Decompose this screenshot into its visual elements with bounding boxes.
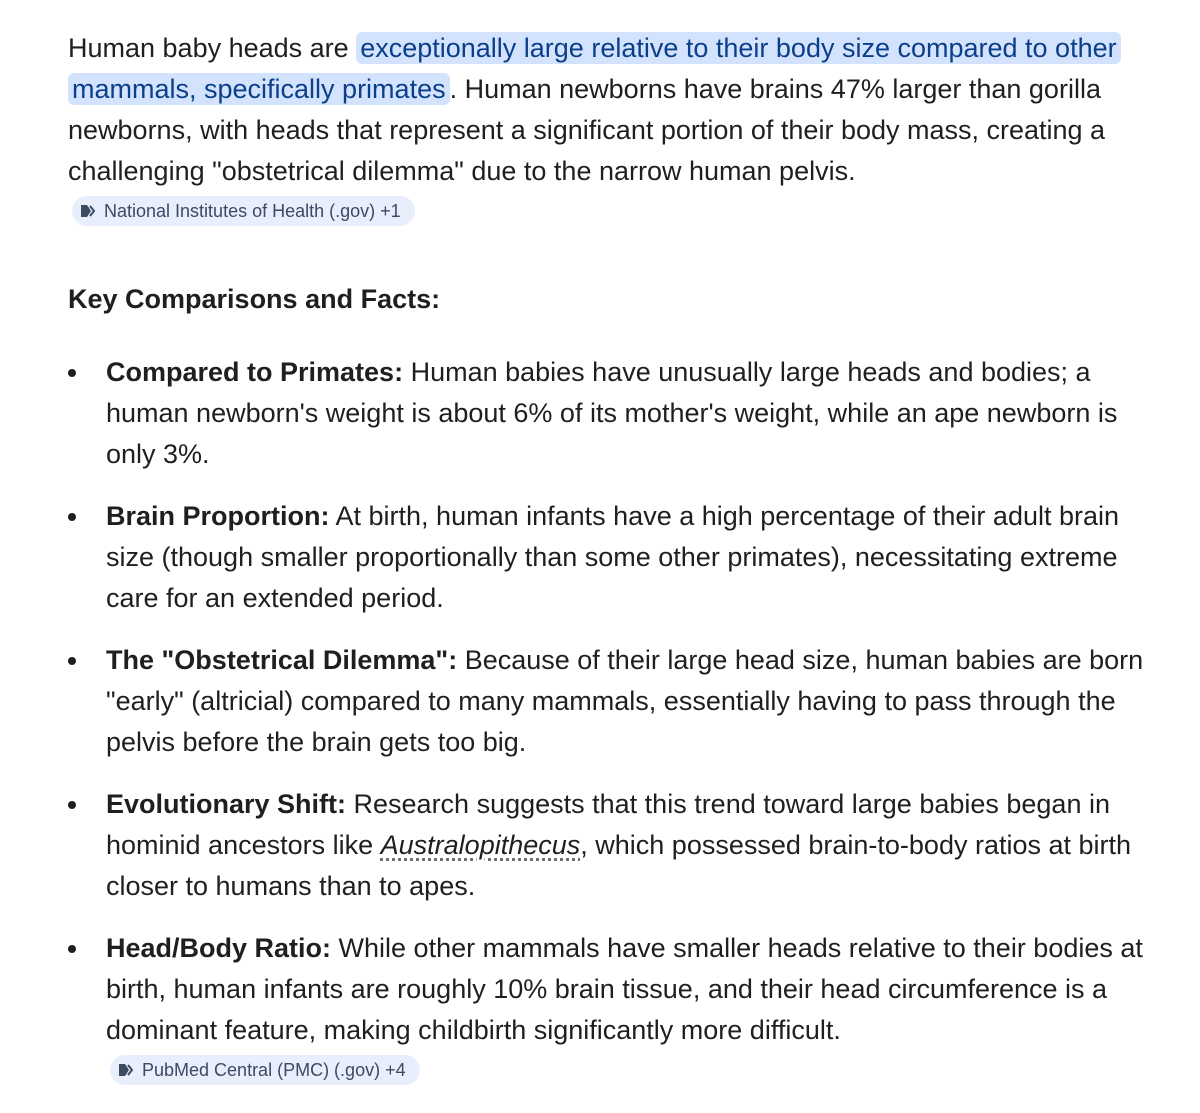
answer-content <box>68 28 1148 1113</box>
fact-text-before: Research suggests that this trend toward large babies began in hominid ancestors like <box>106 789 1110 860</box>
bullet-icon <box>68 513 76 521</box>
fact-term: Evolutionary Shift: <box>106 789 347 819</box>
fact-text: Because of their large head size, human babies are born "early" (altricial) compared to many mammals, essentially having to pass through the pelvis before the brain gets too big. <box>106 645 1144 757</box>
fact-text: Human babies have unusually large heads and bodies; a human newborn's weight is about 6% of its mother's weight, while an ape newborn is only 3%. <box>106 357 1118 469</box>
fact-term: The "Obstetrical Dilemma": <box>106 645 458 675</box>
source-chip-label: National Institutes of Health (.gov) +1 <box>104 201 401 221</box>
fact-term: Brain Proportion: <box>106 501 330 531</box>
intro-rest: . Human newborns have brains 47% larger than gorilla newborns, with heads that represent a significant portion of their body mass, creating a challenging "obstetrical dilemma" due to the narrow human pelvis. <box>68 74 1106 186</box>
bullet-icon <box>68 369 76 377</box>
fact-text: At birth, human infants have a high percentage of their adult brain size (though smaller proportionally than some other primates), necessitating extreme care for an extended period. <box>106 501 1120 613</box>
source-tag-icon <box>118 1063 134 1077</box>
source-chip-pmc[interactable] <box>110 1055 420 1085</box>
fact-term: Compared to Primates: <box>106 357 404 387</box>
list-item <box>68 352 1148 475</box>
intro-highlight: exceptionally large relative to their body size compared to other mammals, specifically primates <box>68 32 1121 105</box>
australopithecus-link[interactable]: Australopithecus <box>380 830 581 860</box>
facts-list <box>68 352 1148 1092</box>
list-item <box>68 928 1148 1092</box>
intro-lead: Human baby heads are <box>68 33 357 63</box>
source-tag-icon <box>80 204 96 218</box>
bullet-icon <box>68 657 76 665</box>
list-item <box>68 640 1148 763</box>
fact-text-after: , which possessed brain-to-body ratios at birth closer to humans than to apes. <box>106 830 1132 901</box>
bullet-icon <box>68 945 76 953</box>
fact-term: Head/Body Ratio: <box>106 933 332 963</box>
source-chip-label: PubMed Central (PMC) (.gov) +4 <box>142 1060 406 1080</box>
bullet-icon <box>68 801 76 809</box>
intro-paragraph <box>68 28 1148 233</box>
list-item <box>68 496 1148 619</box>
fact-text: While other mammals have smaller heads relative to their bodies at birth, human infants are roughly 10% brain tissue, and their head circumference is a dominant feature, making childbirth significantly more difficult. <box>106 933 1143 1045</box>
source-chip-nih[interactable] <box>72 196 415 226</box>
list-item <box>68 784 1148 907</box>
section-heading: Key Comparisons and Facts: <box>68 284 441 314</box>
